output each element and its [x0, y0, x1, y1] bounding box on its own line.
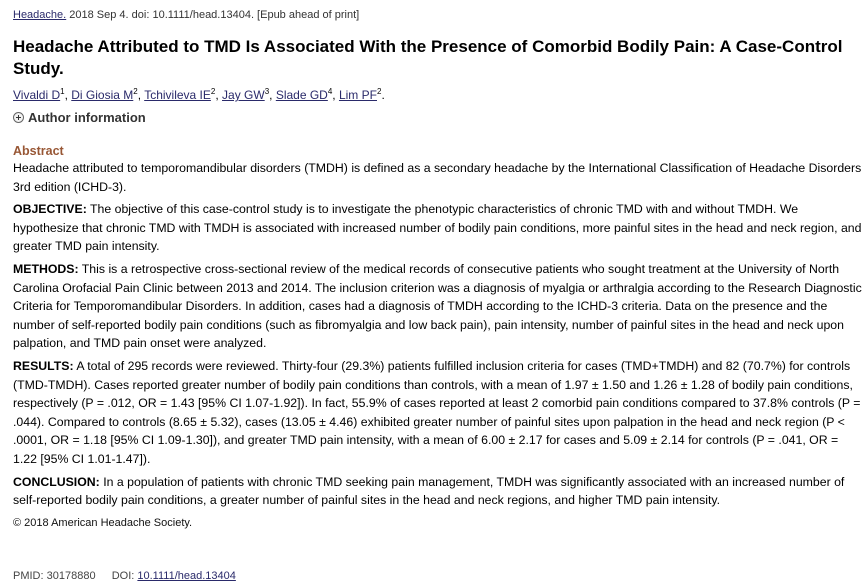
- section-label: CONCLUSION:: [13, 474, 100, 489]
- abstract-heading: Abstract: [13, 144, 64, 158]
- abstract-methods: [13, 260, 863, 353]
- section-label: METHODS:: [13, 261, 79, 276]
- author-link[interactable]: Di Giosia M: [71, 88, 134, 102]
- copyright-notice: © 2018 American Headache Society.: [13, 516, 193, 529]
- journal-link[interactable]: Headache.: [13, 9, 67, 21]
- pmid-value: 30178880: [46, 570, 96, 582]
- section-text: A total of 295 records were reviewed. Thirty-four (29.3%) patients fulfilled inclusion criteria for cases (TMD+TMDH) and 82 (70.7%) for controls (TMD-TMDH). Cases reported greater number of bodily pain conditions than controls, with a mean of 1.97 ± 1.50 and 1.26 ± 1.28 of bodily pain conditions, respectively (P = .012, OR = 1.43 [95% CI 1.07-1.92]). In fact, 55.9% of cases reported at least 2 comorbid pain conditions compared to 37.8% controls (P = .044). Compared to controls (8.65 ± 5.32), cases (13.05 ± 4.46) exhibited greater number of painful sites upon palpation in the head and neck region (P < .0001, OR = 1.18 [95% CI 1.09-1.30]), and greater TMD pain intensity, with a mean of 6.00 ± 2.17 for cases and 5.09 ± 2.14 for controls (P = .041, OR = 1.22 [95% CI 1.01-1.47]).: [13, 358, 861, 466]
- author-information-toggle[interactable]: [13, 110, 146, 125]
- author-affiliation-number: 4: [327, 87, 333, 96]
- section-text: This is a retrospective cross-sectional review of the medical records of consecutive patients who sought treatment at the University of North Carolina Orofacial Pain Clinic between 2013 and 2014. The inclusion criterion was a diagnosis of myalgia or arthralgia according to the Research Diagnostic Criteria for Temporomandibular Disorders. In addition, cases had a diagnosis of TMDH according to the ICHD-3 criteria. Data on the presence and the number of self-reported bodily pain conditions (such as fibromyalgia and low back pain), pain intensity, number of painful sites in the head and neck upon palpation, and TMD pain onset were analyzed.: [13, 261, 862, 351]
- section-text: The objective of this case-control study is to investigate the phenotypic characteristics of chronic TMD with and without TMDH. We hypothesize that chronic TMD with TMDH is associated with increased number of bodily pain conditions, more painful sites in the head and neck region, and greater TMD pain intensity.: [13, 202, 862, 254]
- author-affiliation-number: 2: [210, 87, 216, 96]
- abstract-conclusion: [13, 473, 863, 510]
- author-link[interactable]: Tchivileva IE: [144, 88, 211, 102]
- section-label: RESULTS:: [13, 358, 74, 373]
- doi-label: DOI:: [111, 570, 135, 582]
- pmid-label: PMID:: [13, 570, 44, 582]
- author-link[interactable]: Vivaldi D: [13, 88, 61, 102]
- author-affiliation-number: 1: [60, 87, 65, 96]
- author-affiliation-number: 2: [133, 87, 138, 96]
- author-information-label: Author information: [28, 110, 146, 125]
- author-list: Vivaldi $D^1$, Di Giosia $M^2$, Tchivileva $IE^2$, Jay $GW^3$, Slade $GD^4$, Lim $PF^2$.: [13, 87, 385, 102]
- abstract-section: [13, 143, 863, 532]
- author-affiliation-number: 3: [264, 87, 270, 96]
- author-link[interactable]: Lim PF: [338, 88, 377, 102]
- abstract-results: [13, 357, 863, 469]
- author-link[interactable]: Jay GW: [222, 88, 265, 102]
- article-title: Headache Attributed to TMD Is Associated With the Presence of Comorbid Bodily Pain: A Case-Control Study.: [13, 37, 843, 78]
- article-identifiers: [13, 570, 236, 582]
- expand-plus-icon[interactable]: [13, 112, 24, 123]
- citation-details: 2018 Sep 4. doi: 10.1111/head.13404. [Epub ahead of print]: [69, 9, 360, 21]
- abstract-objective: [13, 200, 863, 256]
- author-affiliation-number: 2: [376, 87, 382, 96]
- section-label: OBJECTIVE:: [13, 202, 87, 217]
- citation-line: [13, 9, 359, 21]
- section-text: In a population of patients with chronic TMD seeking pain management, TMDH was significantly associated with an increased number of self-reported bodily pain conditions, a greater number of painful sites in the head and neck regions, and higher TMD pain intensity.: [13, 474, 845, 508]
- abstract-intro: Headache attributed to temporomandibular disorders (TMDH) is defined as a secondary headache by the International Classification of Headache Disorders 3rd edition (ICHD-3).: [13, 161, 862, 194]
- author-link[interactable]: Slade GD: [275, 88, 328, 102]
- doi-link[interactable]: 10.1111/head.13404: [137, 570, 236, 582]
